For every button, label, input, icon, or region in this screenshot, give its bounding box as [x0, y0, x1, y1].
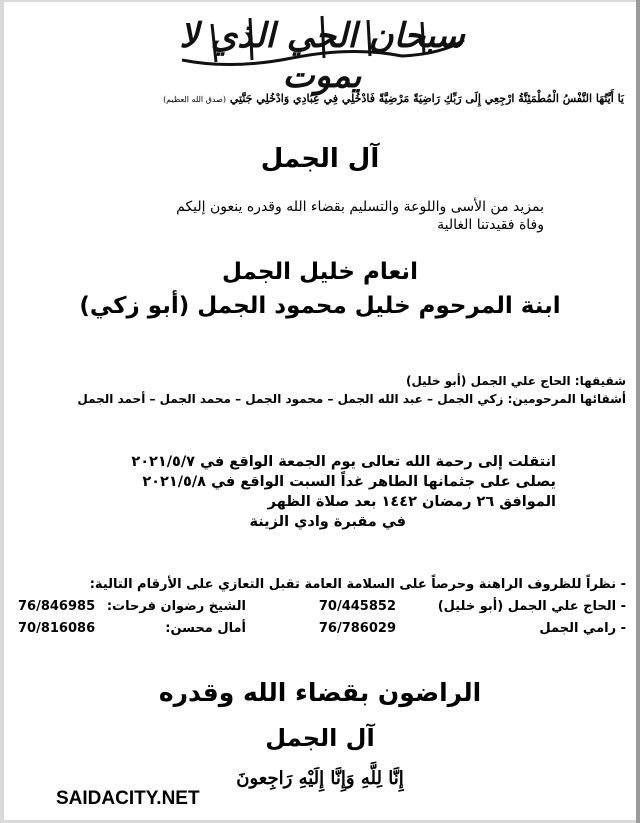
calligraphy-text: سبحان الحي الذي لا يموت	[179, 16, 465, 96]
relative-brother: شقيقها: الحاج علي الجمل (أبو خليل)	[405, 374, 626, 388]
relatives-list	[14, 372, 626, 408]
verse-reference: (صدق الله العظيم)	[163, 95, 227, 104]
contact-phone-2: 76/846985	[18, 599, 96, 614]
contact-phone: 76/786029	[318, 621, 396, 636]
contact-name-2: الشيخ رضوان فرحات:	[106, 599, 246, 614]
announcement-text	[64, 198, 544, 234]
obituary-sheet	[4, 2, 636, 820]
site-watermark: SAIDACITY.NET	[56, 788, 200, 809]
contact-phone-2: 70/816086	[18, 621, 96, 636]
funeral-line-2: يصلى على جثمانها الطاهر غداً السبت الواقع في ٢٠٢١/٥/٨	[142, 474, 556, 490]
funeral-details	[74, 452, 556, 532]
deceased-name: انعام خليل الجمل	[222, 259, 418, 285]
verse-text: يَا أَيَّتُهَا النَّفْسُ الْمُطْمَئِنَّةُ ارْجِعِي إِلَى رَبِّكِ رَاضِيَةً مَرْضِيَّةً فَادْخُلِي فِي عِبَادِي وَادْخُلِي جَنَّتِي	[229, 92, 624, 105]
condolences-section	[18, 574, 626, 640]
announcement-line-1: بمزيد من الأسى واللوعة والتسليم بقضاء الله وقدره ينعون إليكم	[176, 199, 544, 215]
relative-late-brothers: أشقائها المرحومين: زكي الجمل – عبد الله الجمل – محمود الجمل – محمد الجمل – أحمد الجمل	[77, 392, 626, 406]
family-name-heading: آل الجمل	[260, 144, 380, 174]
contact-name-2: أمال محسن:	[165, 621, 246, 636]
condolences-intro: - نظراً للظروف الراهنة وحرصاً على السلامة العامة تقبل التعازي على الأرقام التالية:	[89, 577, 626, 592]
contact-row	[18, 618, 626, 640]
contact-row	[18, 596, 626, 618]
quran-verse	[24, 92, 624, 105]
deceased-lineage: ابنة المرحوم خليل محمود الجمل (أبو زكي)	[79, 293, 561, 319]
header-calligraphy	[172, 10, 472, 96]
page-edge-shadow	[636, 0, 640, 823]
closing-line-1: الراضون بقضاء الله وقدره	[158, 678, 482, 707]
funeral-line-4: في مقبرة وادي الزينة	[249, 514, 406, 530]
contact-phone: 70/445852	[318, 599, 396, 614]
contact-name: - رامي الجمل	[539, 621, 626, 636]
deceased-block	[4, 255, 636, 323]
funeral-line-3: الموافق ٢٦ رمضان ١٤٤٢ بعد صلاة الظهر	[267, 494, 556, 510]
funeral-line-1: انتقلت إلى رحمة الله تعالى يوم الجمعة الواقع في ٢٠٢١/٥/٧	[131, 454, 556, 470]
announcement-line-2: وفاة فقيدتنا الغالية	[437, 217, 544, 233]
closing-family-name: آل الجمل	[265, 724, 375, 752]
contact-name: - الحاج علي الجمل (أبو خليل)	[437, 599, 626, 614]
closing-verse: إِنَّا لِلَّهِ وَإِنَّا إِلَيْهِ رَاجِعونَ	[236, 768, 404, 789]
